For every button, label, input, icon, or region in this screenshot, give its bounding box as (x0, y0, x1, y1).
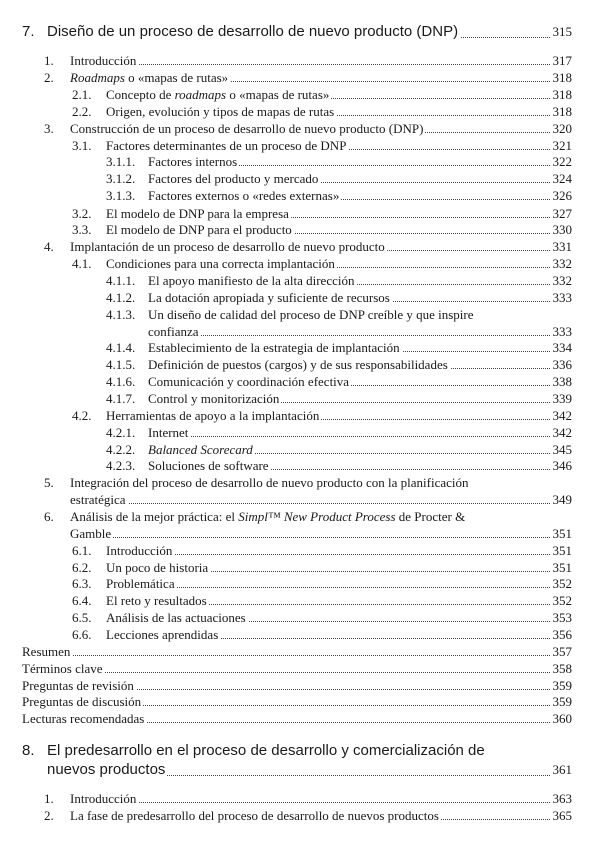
toc-entry-number: 3.2. (72, 206, 92, 221)
toc-entry[interactable] (0, 592, 600, 609)
toc-entry-title (106, 592, 209, 609)
toc-entry[interactable] (0, 643, 600, 660)
toc-entry-title (148, 153, 239, 170)
toc-entry-title (70, 508, 467, 525)
toc-entry-title (70, 238, 387, 255)
page-number: 345 (550, 441, 573, 458)
toc-title-part: Simpl™ New Product Process (238, 509, 396, 524)
toc-title-part: Resumen (22, 644, 71, 659)
toc-entry-number: 1. (44, 791, 54, 806)
toc-title-part: Un diseño de calidad del proceso de DNP creíble y que inspire (148, 307, 474, 322)
toc-entry[interactable] (0, 474, 600, 491)
toc-entry-number: 6.5. (72, 610, 92, 625)
toc-entry-number: 4.1.6. (106, 374, 136, 389)
toc-entry-number: 4.1.5. (106, 357, 136, 372)
toc-entry[interactable] (0, 69, 600, 86)
toc-entry-number: 5. (44, 475, 54, 490)
toc-entry[interactable] (0, 575, 600, 592)
toc-entry-title (148, 339, 402, 356)
page-number: 333 (550, 289, 573, 306)
toc-entry-number: 6.1. (72, 543, 92, 558)
toc-entry-title (22, 643, 72, 660)
toc-entry[interactable] (0, 52, 600, 69)
toc-entry-title (148, 457, 271, 474)
page-number: 363 (550, 790, 573, 807)
toc-entry[interactable] (0, 323, 600, 340)
toc-entry-number: 3.3. (72, 222, 92, 237)
toc-entry-title (70, 491, 128, 508)
toc-entry[interactable] (0, 710, 600, 727)
toc-title-part: Lecturas recomendadas (22, 711, 145, 726)
toc-entry-title (47, 742, 487, 759)
toc-entry-number: 1. (44, 53, 54, 68)
toc-entry-number: 4.1.1. (106, 273, 136, 288)
toc-entry[interactable] (0, 120, 600, 137)
toc-title-part: o «mapas de rutas» (124, 70, 229, 85)
page-number: 318 (550, 69, 573, 86)
page-number: 352 (550, 592, 573, 609)
page-number: 332 (550, 255, 573, 272)
page-number: 351 (550, 525, 573, 542)
page-number: 326 (550, 187, 573, 204)
toc-entry[interactable] (0, 790, 600, 807)
toc-entry[interactable] (0, 693, 600, 710)
toc-entry-title (70, 120, 425, 137)
dot-leader (70, 802, 550, 803)
toc-entry-title (70, 52, 138, 69)
toc-entry-number: 3.1. (72, 138, 92, 153)
toc-entry-number: 4.1. (72, 256, 92, 271)
page-number: 359 (550, 693, 573, 710)
toc-entry-number: 6.6. (72, 627, 92, 642)
toc-title-part: Integración del proceso de desarrollo de nuevo producto con la planificación (70, 475, 469, 490)
page-number: 357 (550, 643, 573, 660)
toc-entry[interactable] (0, 86, 600, 103)
toc-entry-number: 4. (44, 239, 54, 254)
toc-entry-number: 4.2. (72, 408, 92, 423)
toc-title-part: Soluciones de software (148, 458, 269, 473)
page-number: 321 (550, 137, 573, 154)
toc-title-part: Lecciones aprendidas (106, 627, 219, 642)
toc-title-part: Preguntas de discusión (22, 694, 142, 709)
toc-entry[interactable] (0, 441, 600, 458)
toc-title-part: Condiciones para una correcta implantación (106, 256, 335, 271)
page-number: 333 (550, 323, 573, 340)
toc-entry[interactable] (0, 457, 600, 474)
toc-entry-title (47, 761, 167, 778)
toc-entry[interactable] (0, 272, 600, 289)
toc-entry-title (148, 323, 201, 340)
page-number: 318 (550, 86, 573, 103)
toc-entry-title (148, 170, 320, 187)
toc-entry-title (22, 693, 143, 710)
page-number: 351 (550, 559, 573, 576)
toc-title-part: Comunicación y coordinación efectiva (148, 374, 350, 389)
toc-entry-number: 4.1.3. (106, 307, 136, 322)
page-number: 334 (550, 339, 573, 356)
toc-entry-title (148, 306, 476, 323)
page-number: 342 (550, 424, 573, 441)
toc-title-part: Herramientas de apoyo a la implantación (106, 408, 320, 423)
toc-entry-title (106, 559, 210, 576)
page-number: 342 (550, 407, 573, 424)
toc-entry-title (106, 575, 177, 592)
toc-entry[interactable] (0, 153, 600, 170)
toc-title-part: Roadmaps (70, 70, 125, 85)
page-number: 358 (550, 660, 573, 677)
toc-entry-title (148, 441, 255, 458)
toc-entry[interactable] (0, 137, 600, 154)
page-number: 352 (550, 575, 573, 592)
toc-entry-number: 6.2. (72, 560, 92, 575)
toc-entry-number: 7. (22, 23, 35, 40)
toc-title-part: Diseño de un proceso de desarrollo de nuevo producto (DNP) (47, 23, 459, 40)
toc-entry-title (148, 424, 190, 441)
toc-entry-title (106, 103, 336, 120)
toc-entry-title (106, 205, 291, 222)
toc-entry-title (47, 23, 460, 40)
toc-entry-number: 2. (44, 70, 54, 85)
toc-entry-title (106, 407, 321, 424)
toc-entry-title (70, 525, 113, 542)
toc-entry-number: 2.2. (72, 104, 92, 119)
toc-title-part: estratégica (70, 492, 126, 507)
toc-title-part: Definición de puestos (cargos) y de sus responsabilidades (148, 357, 448, 372)
toc-entry-number: 3. (44, 121, 54, 136)
toc-entry-number: 2.1. (72, 87, 92, 102)
page-number: 351 (550, 542, 573, 559)
toc-entry[interactable] (0, 238, 600, 255)
toc-title-part: El reto y resultados (106, 593, 207, 608)
toc-title-part: Factores del producto y mercado (148, 171, 319, 186)
toc-entry-title (148, 373, 351, 390)
toc-entry[interactable] (0, 424, 600, 441)
toc-title-part: Términos clave (22, 661, 103, 676)
toc-entry[interactable] (0, 525, 600, 542)
toc-entry-number: 6.3. (72, 576, 92, 591)
toc-chapter-entry[interactable] (0, 742, 600, 761)
page-number: 360 (550, 710, 573, 727)
toc-entry[interactable] (0, 356, 600, 373)
dot-leader (70, 64, 550, 65)
toc-entry-number: 8. (22, 742, 35, 759)
page-number: 365 (550, 807, 573, 824)
toc-entry[interactable] (0, 677, 600, 694)
page-number: 349 (550, 491, 573, 508)
toc-entry-title (70, 807, 441, 824)
page-number: 331 (550, 238, 573, 255)
toc-entry[interactable] (0, 221, 600, 238)
toc-chapter-entry[interactable] (0, 761, 600, 780)
toc-chapter-entry[interactable] (0, 23, 600, 42)
toc-entry-title (22, 677, 136, 694)
toc-entry-title (22, 660, 105, 677)
toc-entry-number: 4.1.2. (106, 290, 136, 305)
toc-title-part: Análisis de las actuaciones (106, 610, 246, 625)
toc-entry-title (148, 356, 450, 373)
toc-title-part: Origen, evolución y tipos de mapas de rutas (106, 104, 335, 119)
toc-entry-number: 4.1.7. (106, 391, 136, 406)
toc-entry[interactable] (0, 491, 600, 508)
toc-entry-number: 4.2.2. (106, 442, 136, 457)
toc-title-part: roadmaps (174, 87, 227, 102)
toc-title-part: Control y monitorización (148, 391, 280, 406)
page-number: 315 (550, 23, 573, 40)
toc-entry-title (148, 289, 392, 306)
toc-entry-title (106, 626, 220, 643)
toc-entry[interactable] (0, 542, 600, 559)
toc-title-part: Análisis de la mejor práctica: el (70, 509, 239, 524)
page-number: 330 (550, 221, 573, 238)
toc-entry-number: 6.4. (72, 593, 92, 608)
toc-entry[interactable] (0, 103, 600, 120)
toc-entry[interactable] (0, 660, 600, 677)
toc-entry[interactable] (0, 609, 600, 626)
toc-title-part: Problemática (106, 576, 175, 591)
page-number: 339 (550, 390, 573, 407)
page-number: 359 (550, 677, 573, 694)
toc-title-part: Construcción de un proceso de desarrollo de nuevo producto (DNP) (70, 121, 424, 136)
toc-entry[interactable] (0, 390, 600, 407)
page-number: 356 (550, 626, 573, 643)
toc-entry[interactable] (0, 559, 600, 576)
toc-title-part: Introducción (70, 791, 137, 806)
toc-title-part: Introducción (70, 53, 137, 68)
toc-title-part: El predesarrollo en el proceso de desarrollo y comercialización de (47, 742, 485, 759)
toc-entry-number: 6. (44, 509, 54, 524)
toc-entry-number: 3.1.2. (106, 171, 136, 186)
toc-title-part: Factores determinantes de un proceso de DNP (106, 138, 347, 153)
toc-title-part: Preguntas de revisión (22, 678, 134, 693)
toc-entry[interactable] (0, 339, 600, 356)
page-number: 353 (550, 609, 573, 626)
toc-entry-title (148, 187, 341, 204)
page-number: 318 (550, 103, 573, 120)
toc-title-part: o «mapas de rutas» (226, 87, 330, 102)
toc-title-part: nuevos productos (47, 761, 166, 778)
toc-entry[interactable] (0, 807, 600, 824)
toc-entry[interactable] (0, 170, 600, 187)
toc-title-part: Concepto de (106, 87, 175, 102)
toc-entry-number: 4.2.1. (106, 425, 136, 440)
toc-entry[interactable] (0, 407, 600, 424)
toc-entry-number: 3.1.1. (106, 154, 136, 169)
toc-title-part: Establecimiento de la estrategia de implantación (148, 340, 400, 355)
toc-title-part: confianza (148, 324, 199, 339)
page-number: 332 (550, 272, 573, 289)
toc-entry[interactable] (0, 626, 600, 643)
page-number: 336 (550, 356, 573, 373)
toc-entry[interactable] (0, 187, 600, 204)
page-number: 338 (550, 373, 573, 390)
dot-leader (148, 335, 550, 336)
toc-entry-number: 3.1.3. (106, 188, 136, 203)
toc-entry[interactable] (0, 373, 600, 390)
toc-entry-title (70, 474, 471, 491)
page-number: 317 (550, 52, 573, 69)
dot-leader (70, 503, 550, 504)
page-number: 327 (550, 205, 573, 222)
toc-entry-title (106, 542, 174, 559)
toc-entry-title (22, 710, 146, 727)
toc-title-part: La dotación apropiada y suficiente de recursos (148, 290, 390, 305)
toc-entry[interactable] (0, 255, 600, 272)
toc-title-part: El modelo de DNP para la empresa (106, 206, 289, 221)
page-number: 361 (550, 761, 573, 778)
toc-entry-title (106, 255, 337, 272)
toc-title-part: Factores internos (148, 154, 238, 169)
toc-entry-number: 2. (44, 808, 54, 823)
toc-entry-title (106, 86, 331, 103)
dot-leader (70, 537, 550, 538)
toc-entry-title (106, 137, 348, 154)
toc-entry-title (148, 272, 356, 289)
toc-title-part: La fase de predesarrollo del proceso de desarrollo de nuevos productos (70, 808, 439, 823)
page-number: 324 (550, 170, 573, 187)
page-number: 322 (550, 153, 573, 170)
toc-title-part: de Procter & (395, 509, 466, 524)
toc-entry-number: 4.1.4. (106, 340, 136, 355)
toc-title-part: Un poco de historia (106, 560, 209, 575)
toc-entry[interactable] (0, 289, 600, 306)
toc-title-part: Gamble (70, 526, 112, 541)
page-number: 346 (550, 457, 573, 474)
dot-leader (148, 436, 550, 437)
toc-entry[interactable] (0, 205, 600, 222)
toc-entry-title (148, 390, 281, 407)
toc-entry[interactable] (0, 306, 600, 323)
toc-entry-title (70, 790, 138, 807)
toc-title-part: Introducción (106, 543, 173, 558)
toc-title-part: El modelo de DNP para el producto (106, 222, 292, 237)
toc-title-part: Internet (148, 425, 189, 440)
toc-entry-title (106, 609, 248, 626)
toc-title-part: Factores externos o «redes externas» (148, 188, 340, 203)
dot-leader (22, 655, 550, 656)
toc-title-part: Implantación de un proceso de desarrollo de nuevo producto (70, 239, 385, 254)
toc-entry-title (106, 221, 294, 238)
toc-title-part: Balanced Scorecard (148, 442, 253, 457)
page-number: 320 (550, 120, 573, 137)
toc-title-part: El apoyo manifiesto de la alta dirección (148, 273, 355, 288)
toc-entry[interactable] (0, 508, 600, 525)
toc-entry-title (70, 69, 230, 86)
toc-entry-number: 4.2.3. (106, 458, 136, 473)
